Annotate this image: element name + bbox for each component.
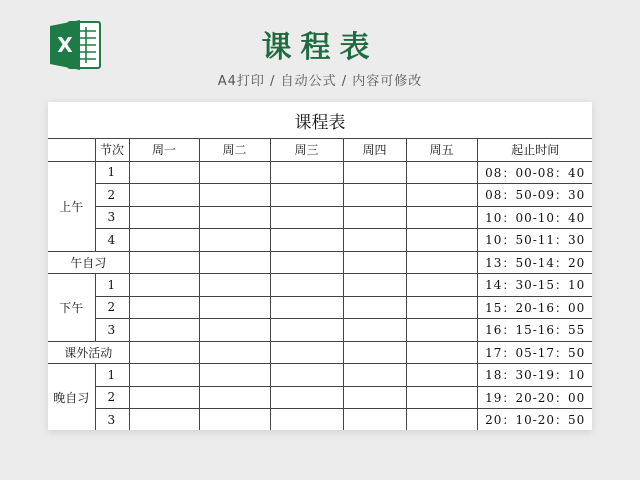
- sheet-title: 课程表: [294, 113, 346, 133]
- page-subtitle: A4打印 / 自动公式 / 内容可修改: [217, 74, 423, 89]
- cell-wed[interactable]: [270, 206, 343, 229]
- section-morning: 上午: [48, 161, 95, 251]
- cell-tue[interactable]: [199, 296, 270, 319]
- page-title: 课程表: [261, 30, 379, 65]
- cell-fri[interactable]: [406, 229, 477, 252]
- time-range: 08：50-09：30: [477, 184, 592, 207]
- table-row: [48, 251, 592, 274]
- cell-thu[interactable]: [343, 251, 406, 274]
- schedule-sheet: [48, 102, 592, 430]
- cell-thu[interactable]: [343, 319, 406, 342]
- section-activity: 课外活动: [48, 341, 129, 364]
- header-cell-wed: 周三: [270, 139, 343, 162]
- cell-thu[interactable]: [343, 364, 406, 387]
- cell-fri[interactable]: [406, 409, 477, 431]
- cell-tue[interactable]: [199, 229, 270, 252]
- cell-tue[interactable]: [199, 319, 270, 342]
- cell-mon[interactable]: [129, 409, 199, 431]
- cell-fri[interactable]: [406, 364, 477, 387]
- header-cell-mon: 周一: [129, 139, 199, 162]
- table-row: [48, 206, 592, 229]
- time-range: 19：20-20：00: [477, 386, 592, 409]
- cell-fri[interactable]: [406, 161, 477, 184]
- period-number: 2: [95, 184, 129, 207]
- time-range: 18：30-19：10: [477, 364, 592, 387]
- period-number: 4: [95, 229, 129, 252]
- cell-fri[interactable]: [406, 184, 477, 207]
- cell-mon[interactable]: [129, 251, 199, 274]
- time-range: 17：05-17：50: [477, 341, 592, 364]
- cell-wed[interactable]: [270, 409, 343, 431]
- header-cell-period: 节次: [95, 139, 129, 162]
- cell-wed[interactable]: [270, 364, 343, 387]
- table-row: [48, 184, 592, 207]
- table-row: [48, 319, 592, 342]
- period-number: 1: [95, 161, 129, 184]
- table-row: [48, 364, 592, 387]
- cell-mon[interactable]: [129, 274, 199, 297]
- header-cell-time: 起止时间: [477, 139, 592, 162]
- time-range: 15：20-16：00: [477, 296, 592, 319]
- header-row: [48, 139, 592, 162]
- time-range: 10：50-11：30: [477, 229, 592, 252]
- period-number: 2: [95, 296, 129, 319]
- cell-fri[interactable]: [406, 341, 477, 364]
- cell-fri[interactable]: [406, 206, 477, 229]
- cell-tue[interactable]: [199, 184, 270, 207]
- cell-thu[interactable]: [343, 161, 406, 184]
- cell-mon[interactable]: [129, 319, 199, 342]
- cell-wed[interactable]: [270, 229, 343, 252]
- table-row: [48, 161, 592, 184]
- cell-thu[interactable]: [343, 274, 406, 297]
- cell-thu[interactable]: [343, 296, 406, 319]
- period-number: 3: [95, 319, 129, 342]
- time-range: 16：15-16：55: [477, 319, 592, 342]
- cell-tue[interactable]: [199, 409, 270, 431]
- cell-tue[interactable]: [199, 251, 270, 274]
- table-row: [48, 341, 592, 364]
- time-range: 20：10-20：50: [477, 409, 592, 431]
- table-row: [48, 409, 592, 431]
- cell-wed[interactable]: [270, 386, 343, 409]
- cell-wed[interactable]: [270, 274, 343, 297]
- cell-thu[interactable]: [343, 229, 406, 252]
- cell-wed[interactable]: [270, 251, 343, 274]
- time-range: 14：30-15：10: [477, 274, 592, 297]
- cell-thu[interactable]: [343, 184, 406, 207]
- cell-wed[interactable]: [270, 341, 343, 364]
- cell-tue[interactable]: [199, 161, 270, 184]
- cell-tue[interactable]: [199, 341, 270, 364]
- period-number: 1: [95, 364, 129, 387]
- cell-fri[interactable]: [406, 319, 477, 342]
- section-noon: 午自习: [48, 251, 129, 274]
- header-cell-tue: 周二: [199, 139, 270, 162]
- cell-fri[interactable]: [406, 296, 477, 319]
- schedule-table: [48, 138, 592, 430]
- period-number: 2: [95, 386, 129, 409]
- cell-mon[interactable]: [129, 386, 199, 409]
- cell-thu[interactable]: [343, 341, 406, 364]
- cell-fri[interactable]: [406, 274, 477, 297]
- cell-mon[interactable]: [129, 206, 199, 229]
- period-number: 3: [95, 206, 129, 229]
- header-cell-section: [48, 139, 95, 162]
- cell-fri[interactable]: [406, 386, 477, 409]
- cell-mon[interactable]: [129, 229, 199, 252]
- cell-tue[interactable]: [199, 206, 270, 229]
- cell-fri[interactable]: [406, 251, 477, 274]
- header-cell-thu: 周四: [343, 139, 406, 162]
- cell-mon[interactable]: [129, 364, 199, 387]
- cell-tue[interactable]: [199, 364, 270, 387]
- period-number: 1: [95, 274, 129, 297]
- cell-thu[interactable]: [343, 206, 406, 229]
- table-row: [48, 296, 592, 319]
- cell-mon[interactable]: [129, 161, 199, 184]
- cell-tue[interactable]: [199, 274, 270, 297]
- period-number: 3: [95, 409, 129, 431]
- cell-mon[interactable]: [129, 296, 199, 319]
- cell-thu[interactable]: [343, 386, 406, 409]
- time-range: 13：50-14：20: [477, 251, 592, 274]
- time-range: 08：00-08：40: [477, 161, 592, 184]
- time-range: 10：00-10：40: [477, 206, 592, 229]
- cell-wed[interactable]: [270, 161, 343, 184]
- svg-text:X: X: [57, 33, 73, 57]
- cell-tue[interactable]: [199, 386, 270, 409]
- section-afternoon: 下午: [48, 274, 95, 342]
- cell-wed[interactable]: [270, 296, 343, 319]
- cell-mon[interactable]: [129, 341, 199, 364]
- table-row: [48, 229, 592, 252]
- cell-thu[interactable]: [343, 409, 406, 431]
- cell-mon[interactable]: [129, 184, 199, 207]
- table-row: [48, 274, 592, 297]
- section-evening: 晚自习: [48, 364, 95, 431]
- cell-wed[interactable]: [270, 184, 343, 207]
- cell-wed[interactable]: [270, 319, 343, 342]
- table-row: [48, 386, 592, 409]
- header-cell-fri: 周五: [406, 139, 477, 162]
